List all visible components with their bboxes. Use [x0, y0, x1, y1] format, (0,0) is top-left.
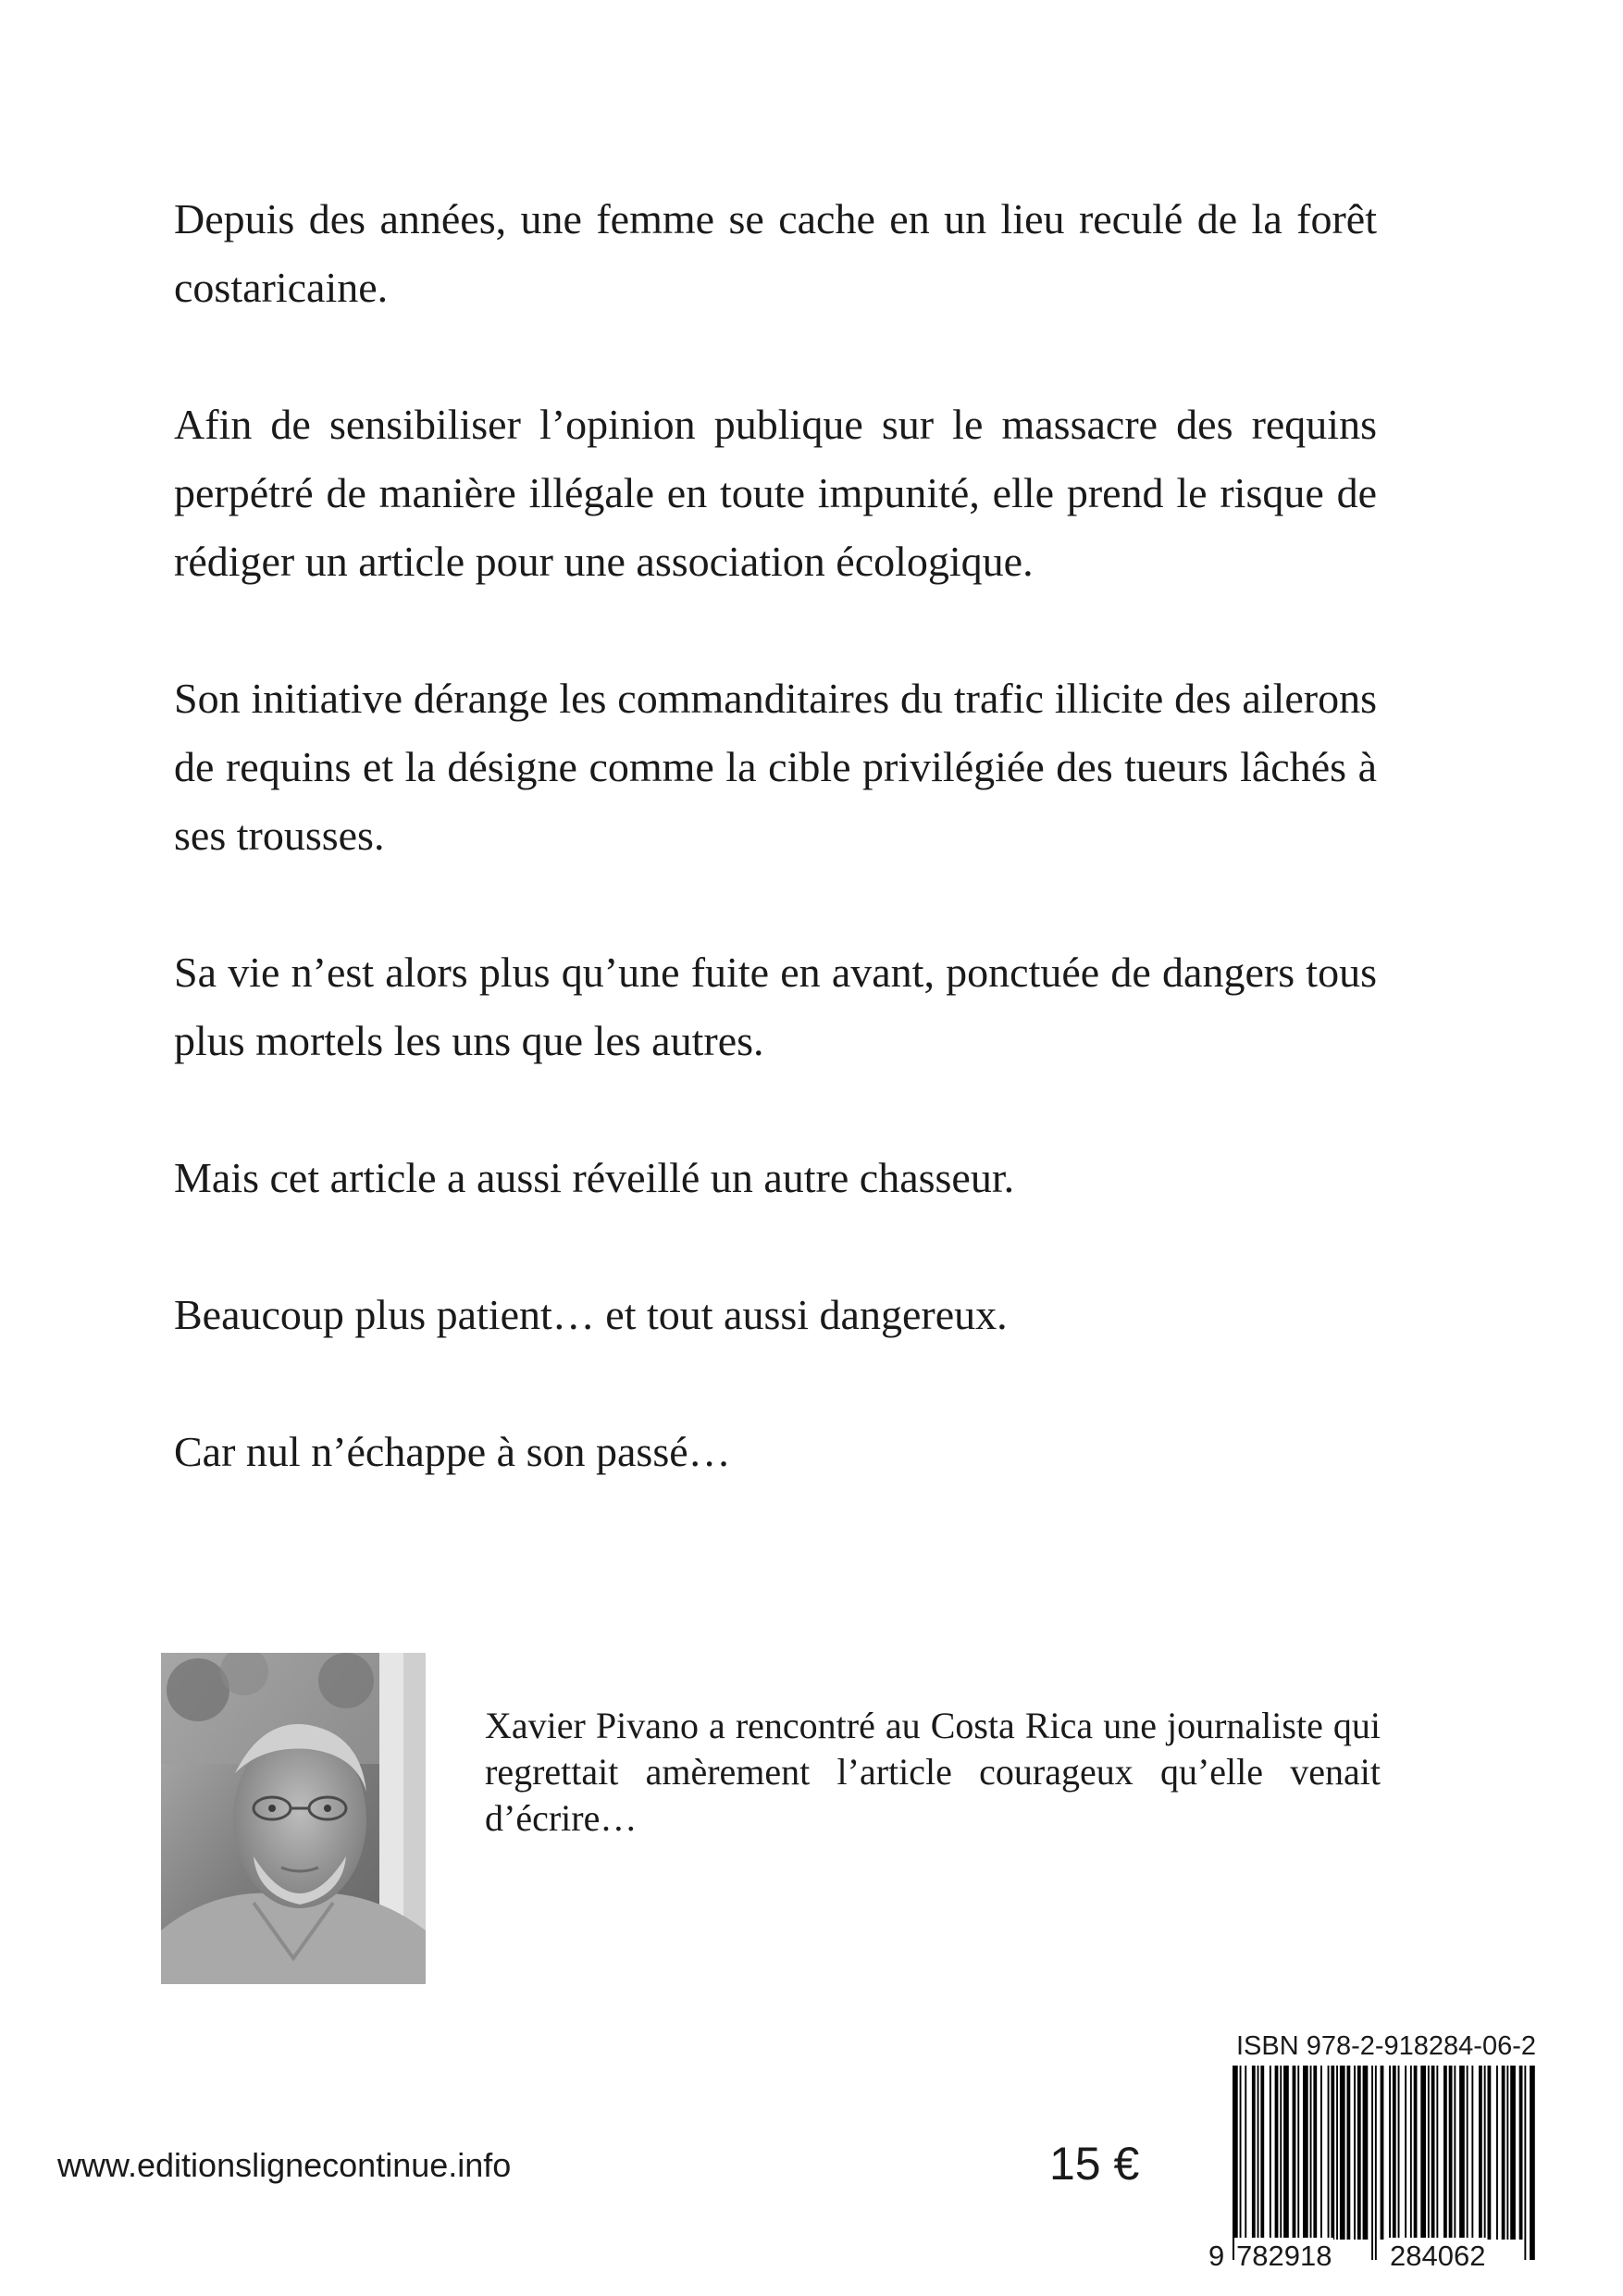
barcode-bar — [1449, 2066, 1453, 2240]
author-portrait-photo — [161, 1653, 426, 1984]
author-bio: Xavier Pivano a rencontré au Costa Rica une journaliste qui regrettait amèrement l’article courageux qu’elle venait d’écrire… — [485, 1705, 1381, 1839]
barcode-bar — [1240, 2066, 1242, 2260]
barcode-bar — [1405, 2066, 1406, 2240]
barcode-bar — [1420, 2066, 1426, 2240]
barcode-bar — [1459, 2066, 1465, 2240]
barcode-bar — [1502, 2066, 1505, 2240]
barcode-bar — [1275, 2066, 1279, 2240]
barcode-bar — [1258, 2066, 1259, 2240]
barcode-bar — [1297, 2066, 1299, 2240]
barcode-bar — [1467, 2066, 1468, 2240]
barcode-bar — [1260, 2066, 1264, 2240]
barcode-bar — [1471, 2066, 1473, 2240]
barcode-bar — [1310, 2066, 1312, 2240]
blurb-paragraph-6: Beaucoup plus patient… et tout aussi dangereux. — [174, 1291, 1008, 1338]
barcode-bar — [1293, 2066, 1296, 2240]
barcode-bar — [1375, 2066, 1377, 2260]
barcode-bar — [1371, 2066, 1373, 2260]
barcode-bar — [1398, 2066, 1400, 2240]
barcode-bar — [1524, 2066, 1526, 2260]
publisher-website: www.editionslignecontinue.info — [57, 2146, 512, 2184]
barcode-bar — [1280, 2066, 1282, 2240]
barcode-bar — [1479, 2066, 1482, 2240]
barcode-digits-left: 782918 — [1234, 2238, 1333, 2275]
barcode-bar — [1336, 2066, 1338, 2240]
barcode-bar — [1510, 2066, 1516, 2240]
barcode-bar — [1530, 2066, 1535, 2260]
barcode-bar — [1340, 2066, 1345, 2240]
barcode-bar — [1347, 2066, 1351, 2240]
barcode-bar — [1431, 2066, 1435, 2240]
isbn-barcode — [1207, 2066, 1540, 2260]
barcode-bar — [1436, 2066, 1438, 2240]
barcode-bar — [1414, 2066, 1418, 2240]
blurb-paragraph-3: Son initiative dérange les commanditaires du trafic illicite des ailerons de requins et la désigne comme la cible privilégiée des tueurs lâchés à ses trousses. — [174, 675, 1377, 859]
barcode-bar — [1428, 2066, 1430, 2240]
blurb-paragraph-5: Mais cet article a aussi réveillé un autre chasseur. — [174, 1154, 1015, 1201]
price: 15 € — [1049, 2138, 1140, 2190]
back-cover-blurb — [174, 185, 1377, 1486]
barcode-bar — [1381, 2066, 1384, 2240]
barcode-bar — [1519, 2066, 1523, 2240]
barcode-bar — [1331, 2066, 1334, 2240]
barcode-digit-first: 9 — [1207, 2238, 1226, 2275]
barcode-bar — [1443, 2066, 1447, 2240]
barcode-bar — [1320, 2066, 1322, 2240]
barcode-bar — [1354, 2066, 1356, 2240]
blurb-paragraph-1: Depuis des années, une femme se cache en un lieu reculé de la forêt costaricaine. — [174, 195, 1377, 311]
barcode-digits-right: 284062 — [1388, 2238, 1487, 2275]
barcode-bar — [1357, 2066, 1361, 2240]
blurb-paragraph-4: Sa vie n’est alors plus qu’une fuite en avant, ponctuée de dangers tous plus mortels les uns que les autres. — [174, 949, 1377, 1064]
barcode-bar — [1389, 2066, 1391, 2240]
barcode-bar — [1488, 2066, 1492, 2240]
isbn-label: ISBN 978-2-918284-06-2 — [1235, 2031, 1536, 2061]
barcode-bar — [1233, 2066, 1238, 2260]
barcode-bar — [1328, 2066, 1330, 2240]
barcode-bar — [1313, 2066, 1317, 2240]
barcode-bar — [1393, 2066, 1396, 2240]
barcode-bar — [1245, 2066, 1246, 2240]
barcode-bar — [1484, 2066, 1486, 2240]
barcode-bar — [1303, 2066, 1308, 2240]
barcode-bar — [1506, 2066, 1508, 2240]
barcode-bar — [1496, 2066, 1498, 2240]
barcode-bar — [1252, 2066, 1256, 2240]
author-portrait-icon — [161, 1653, 426, 1984]
barcode-digits — [1207, 2238, 1540, 2275]
barcode-bar — [1270, 2066, 1271, 2240]
barcode-bar — [1454, 2066, 1456, 2240]
barcode-bar — [1410, 2066, 1412, 2240]
barcode-bar — [1283, 2066, 1289, 2240]
blurb-paragraph-2: Afin de sensibiliser l’opinion publique sur le massacre des requins perpétré de manière illégale en toute impunité, elle prend le risque de rédiger un article pour une association écologique. — [174, 401, 1377, 585]
blurb-paragraph-7: Car nul n’échappe à son passé… — [174, 1428, 731, 1475]
barcode-bar — [1363, 2066, 1369, 2240]
